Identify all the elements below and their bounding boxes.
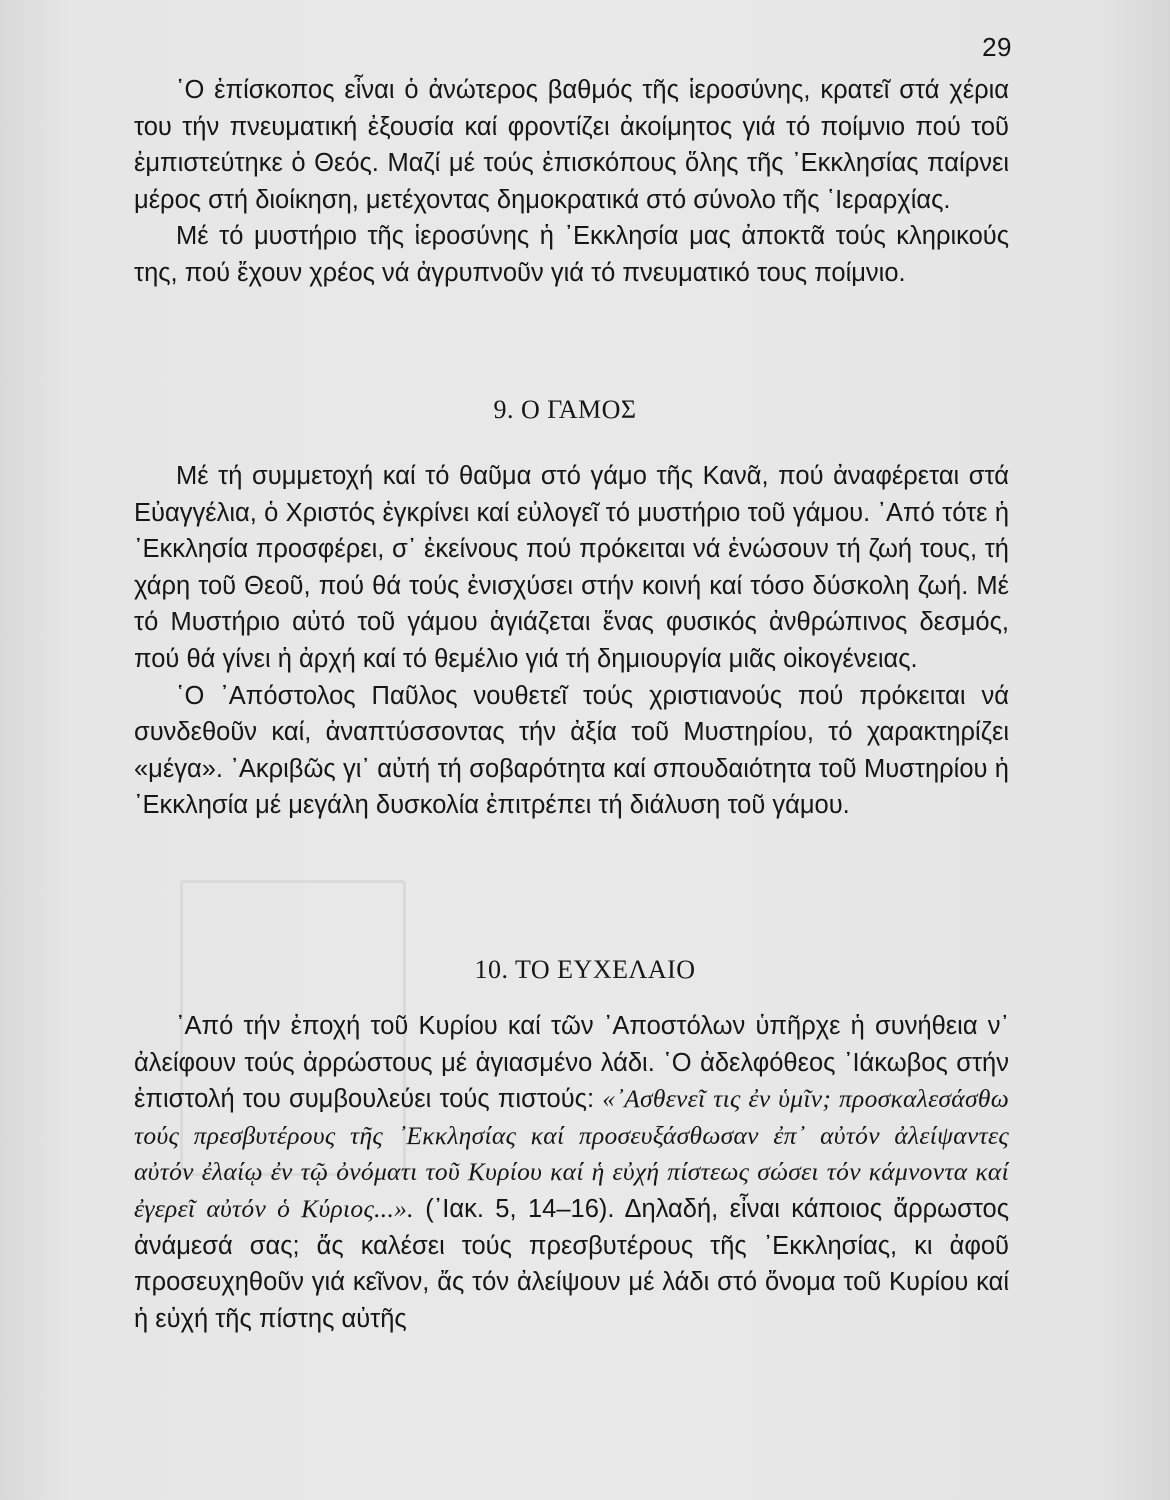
section-heading-unction: 10. ΤΟ ΕΥΧΕΛΑΙΟ: [474, 955, 696, 984]
paragraph-bishop: ῾Ο ἐπίσκοπος εἶναι ὁ ἀνώτερος βαθμός τῆς ἱεροσύνης, κρατεῖ στά χέρια του τήν πνευματική ἐξουσία καί φροντίζει ἀκοίμητος γιά τό ποίμνιο πού τοῦ ἐμπιστεύτηκε ὁ Θεός. Μαζί μέ τούς ἐπισκόπους ὅλης τῆς ᾽Εκκλησίας παίρνει μέρος στή διοίκηση, μετέχοντας δημοκρατικά στό σύνολο τῆς ῾Ιεραρχίας.: [134, 76, 1009, 214]
paragraph-unction: [134, 1008, 1009, 1337]
paragraph-marriage-1: Μέ τή συμμετοχή καί τό θαῦμα στό γάμο τῆς Κανᾶ, πού ἀναφέρεται στά Εὐαγγέλια, ὁ Χριστός ἐγκρίνει καί εὐλογεῖ τό μυστήριο τοῦ γάμου. ᾽Από τότε ἡ ᾽Εκκλησία προσφέρει, σ᾽ ἐκείνους πού πρόκειται νά ἑνώσουν τή ζωή τους, τή χάρη τοῦ Θεοῦ, πού θά τούς ἐνισχύσει στήν κοινή καί τόσο δύσκολη ζωή. Μέ τό Μυστήριο αὐτό τοῦ γάμου ἁγιάζεται ἕνας φυσικός ἀνθρώπινος δεσμός, πού θά γίνει ἡ ἀρχή καί τό θεμέλιο γιά τή δημιουργία μιᾶς οἰκογένειας.: [134, 462, 1009, 673]
unction-text: [134, 1008, 1009, 1337]
marriage-text: [134, 458, 1009, 824]
paragraph-priesthood: Μέ τό μυστήριο τῆς ἱεροσύνης ἡ ᾽Εκκλησία μας ἀποκτᾶ τούς κληρικούς της, πού ἔχουν χρέος νά ἀγρυπνοῦν γιά τό πνευματικό τους ποίμνιο.: [134, 222, 1009, 287]
section-heading-marriage: 9. Ο ΓΑΜΟΣ: [493, 395, 637, 424]
unction-tail: (᾽Ιακ. 5, 14–16). Δηλαδή, εἶναι κάποιος ἄρρωστος ἀνάμεσά σας; ἄς καλέσει τούς πρεσβυτέρους τῆς ᾽Εκκλησίας, κι ἀφοῦ προσευχηθοῦν γιά κεῖνον, ἄς τόν ἀλείψουν μέ λάδι στό ὄνομα τοῦ Κυρίου καί ἡ εὐχή τῆς πίστης αὐτῆς: [134, 1194, 1010, 1333]
unction-lead: ᾽Από τήν ἐποχή τοῦ Κυρίου καί τῶν ᾽Αποστόλων ὑπῆρχε ἡ συνήθεια ν᾽ ἀλείφουν τούς ἀρρώστους μέ ἁγιασμένο λάδι. ῾Ο ἀδελφόθεος ᾽Ιάκωβος στήν ἐπιστολή του συμβουλεύει τούς πιστούς:: [134, 1012, 1009, 1114]
intro-text: [134, 72, 1009, 292]
paragraph-marriage-2: ῾Ο ᾽Απόστολος Παῦλος νουθετεῖ τούς χριστιανούς πού πρόκειται νά συνδεθοῦν καί, ἀναπτύσσοντας τήν ἀξία τοῦ Μυστηρίου, τό χαρακτηρίζει «μέγα». ᾽Ακριβῶς γι᾽ αὐτή τή σοβαρότητα καί σπουδαιότητα τοῦ Μυστηρίου ἡ ᾽Εκκλησία μέ μεγάλη δυσκολία ἐπιτρέπει τή διάλυση τοῦ γάμου.: [134, 681, 1009, 820]
page-number: 29: [982, 32, 1012, 62]
scripture-quote: «᾽Ασθενεῖ τις ἐν ὑμῖν; προσκαλεσάσθω τούς πρεσβυτέρους τῆς ᾽Εκκλησίας καί προσευξάσθωσαν ἐπ᾽ αὐτόν ἀλείψαντες αὐτόν ἐλαίῳ ἐν τῷ ὀνόματι τοῦ Κυρίου καί ἡ εὐχή πίστεως σώσει τόν κάμνοντα καί ἐγερεῖ αὐτόν ὁ Κύριος...».: [134, 1084, 1010, 1223]
